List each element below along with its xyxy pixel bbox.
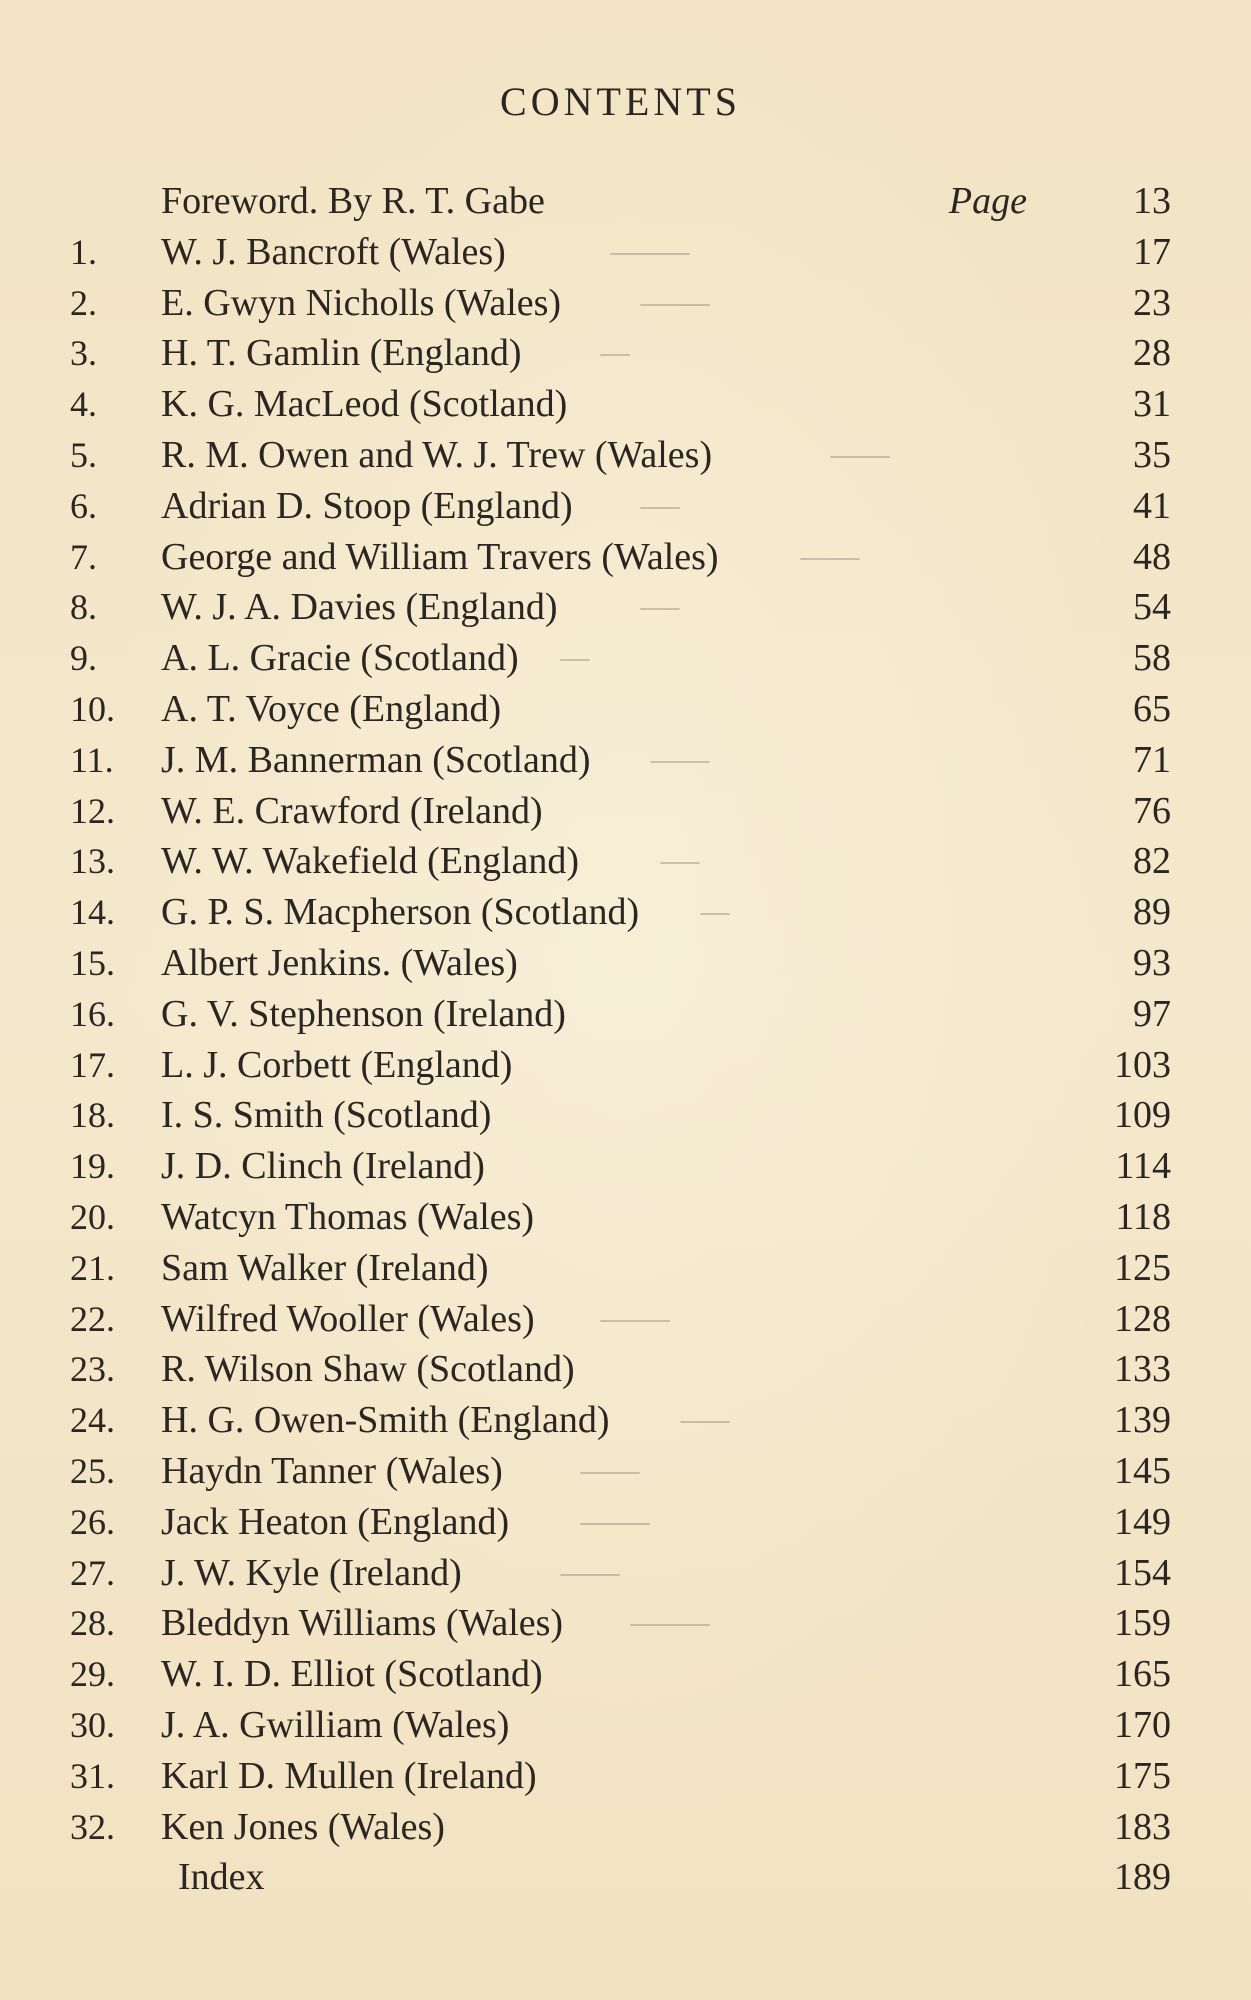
pencil-mark (640, 507, 680, 509)
toc-entry-page: 35 (1133, 434, 1171, 476)
toc-row[interactable] (0, 938, 1251, 988)
pencil-mark (640, 304, 710, 306)
toc-entry-number: 5. (70, 435, 97, 475)
pencil-mark (560, 1574, 620, 1576)
toc-entry-page: 76 (1133, 789, 1171, 832)
pencil-mark (800, 558, 860, 560)
toc-row[interactable] (0, 1751, 1251, 1801)
toc-entry-number: 2. (70, 282, 97, 323)
toc-entry-page: 23 (1133, 281, 1171, 324)
toc-row[interactable] (0, 1700, 1251, 1750)
toc-entry-page: 183 (1114, 1805, 1171, 1848)
pencil-mark (650, 761, 710, 763)
page-title (0, 78, 1251, 125)
toc-row[interactable] (0, 379, 1251, 429)
toc-entry-page: 13 (1133, 180, 1171, 222)
toc-entry-page: 165 (1114, 1653, 1171, 1696)
toc-row[interactable] (0, 430, 1251, 480)
toc-entry-title: E. Gwyn Nicholls (Wales) (161, 281, 562, 324)
toc-entry-title: Adrian D. Stoop (England) (161, 484, 573, 527)
toc-entry-title: W. J. A. Davies (England) (161, 586, 558, 629)
toc-entry-title: W. I. D. Elliot (Scotland) (161, 1653, 543, 1696)
toc-entry-number: 31. (70, 1755, 115, 1796)
toc-entry-number: 22. (70, 1298, 115, 1339)
toc-entry-page: 125 (1114, 1246, 1171, 1289)
pencil-mark (560, 659, 590, 661)
toc-entry-title: J. A. Gwilliam (Wales) (161, 1704, 510, 1746)
toc-row[interactable] (0, 227, 1251, 277)
toc-entry-title: Index (178, 1856, 265, 1899)
toc-row[interactable] (0, 1497, 1251, 1547)
toc-entry-page: 97 (1133, 992, 1171, 1035)
toc-row[interactable] (0, 887, 1251, 937)
toc-entry-page: 31 (1133, 383, 1171, 426)
toc-entry-title: Sam Walker (Ireland) (161, 1246, 489, 1289)
toc-entry-page: 133 (1114, 1348, 1171, 1391)
toc-entry-number: 19. (70, 1146, 115, 1187)
toc-entry-title: Ken Jones (Wales) (161, 1805, 445, 1848)
toc-entry-title: L. J. Corbett (England) (161, 1043, 513, 1086)
toc-entry-page: 154 (1114, 1551, 1171, 1594)
toc-entry-number: 32. (70, 1806, 115, 1847)
toc-entry-number: 6. (70, 485, 97, 526)
toc-entry-page: 58 (1133, 637, 1171, 680)
toc-row[interactable] (0, 786, 1251, 836)
toc-row[interactable] (0, 989, 1251, 1039)
toc-entry-page: 139 (1114, 1399, 1171, 1442)
toc-entry-number: 13. (70, 841, 115, 882)
toc-entry-title: Bleddyn Williams (Wales) (161, 1602, 564, 1645)
toc-entry-title: J. M. Bannerman (Scotland) (161, 738, 591, 781)
toc-entry-number: 3. (70, 333, 97, 374)
toc-entry-title: R. Wilson Shaw (Scotland) (161, 1348, 575, 1391)
toc-entry-number: 23. (70, 1349, 115, 1390)
toc-row[interactable] (0, 481, 1251, 531)
toc-row[interactable] (0, 328, 1251, 378)
toc-entry-page: 128 (1114, 1297, 1171, 1340)
toc-entry-page: 118 (1115, 1196, 1171, 1238)
toc-entry-number: 8. (70, 587, 97, 628)
toc-entry-number: 18. (70, 1095, 115, 1136)
toc-entry-title: W. W. Wakefield (England) (161, 840, 580, 883)
toc-entry-number: 1. (70, 231, 97, 272)
toc-entry-title: A. T. Voyce (England) (161, 688, 502, 730)
toc-entry-title: George and William Travers (Wales) (161, 535, 719, 578)
toc-entry-title: Jack Heaton (England) (161, 1500, 510, 1543)
toc-entry-page: 71 (1133, 738, 1171, 781)
toc-row[interactable] (0, 582, 1251, 632)
toc-entry-page: 28 (1133, 332, 1171, 375)
toc-entry-page: 54 (1133, 586, 1171, 629)
toc-row[interactable] (0, 1294, 1251, 1344)
contents-heading: CONTENTS (500, 79, 741, 124)
toc-entry-number: 26. (70, 1501, 115, 1542)
toc-entry-title: Wilfred Wooller (Wales) (161, 1297, 535, 1340)
toc-row-index[interactable] (0, 1852, 1251, 1902)
toc-entry-page: 89 (1133, 891, 1171, 934)
toc-row[interactable] (0, 1548, 1251, 1598)
toc-entry-number: 15. (70, 943, 115, 983)
toc-entry-title: Watcyn Thomas (Wales) (161, 1196, 535, 1238)
toc-entry-title: K. G. MacLeod (Scotland) (161, 383, 568, 426)
toc-entry-number: 12. (70, 790, 115, 831)
page-label: Page (948, 180, 1027, 222)
toc-entry-title: J. W. Kyle (Ireland) (161, 1551, 462, 1594)
toc-row[interactable] (0, 278, 1251, 328)
toc-row-foreword[interactable] (0, 176, 1251, 226)
toc-row[interactable] (0, 1141, 1251, 1191)
toc-entry-title: R. M. Owen and W. J. Trew (Wales) (161, 434, 713, 476)
toc-entry-number: 30. (70, 1705, 115, 1745)
toc-entry-title: Haydn Tanner (Wales) (161, 1450, 503, 1492)
pencil-mark (610, 253, 690, 255)
pencil-mark (680, 1421, 730, 1423)
toc-entry-number: 10. (70, 689, 115, 729)
toc-entry-page: 93 (1133, 942, 1171, 984)
toc-row[interactable] (0, 1802, 1251, 1852)
toc-entry-number: 21. (70, 1247, 115, 1288)
toc-row[interactable] (0, 1090, 1251, 1140)
toc-entry-number: 4. (70, 384, 97, 425)
toc-entry-number: 16. (70, 993, 115, 1034)
toc-row[interactable] (0, 1192, 1251, 1242)
toc-entry-number: 14. (70, 892, 115, 933)
toc-entry-number: 11. (70, 739, 114, 780)
toc-row[interactable] (0, 1040, 1251, 1090)
toc-entry-title: G. V. Stephenson (Ireland) (161, 992, 566, 1035)
toc-entry-title: Karl D. Mullen (Ireland) (161, 1754, 537, 1797)
toc-row[interactable] (0, 1243, 1251, 1293)
toc-entry-page: 41 (1133, 484, 1171, 527)
toc-row[interactable] (0, 1344, 1251, 1394)
toc-entry-title: Foreword. By R. T. Gabe (161, 180, 545, 222)
toc-entry-title: A. L. Gracie (Scotland) (161, 637, 519, 680)
toc-entry-page: 82 (1133, 840, 1171, 883)
toc-entry-title: Albert Jenkins. (Wales) (161, 942, 518, 984)
toc-row[interactable] (0, 633, 1251, 683)
toc-row[interactable] (0, 1649, 1251, 1699)
toc-entry-page: 189 (1114, 1856, 1171, 1899)
toc-row[interactable] (0, 684, 1251, 734)
toc-entry-number: 29. (70, 1654, 115, 1695)
toc-entry-title: G. P. S. Macpherson (Scotland) (161, 891, 640, 934)
toc-entry-number: 25. (70, 1451, 115, 1491)
toc-row[interactable] (0, 532, 1251, 582)
toc-entry-title: H. T. Gamlin (England) (161, 332, 522, 375)
toc-row[interactable] (0, 836, 1251, 886)
pencil-mark (830, 456, 890, 458)
toc-entry-title: J. D. Clinch (Ireland) (161, 1145, 485, 1188)
toc-entry-number: 28. (70, 1603, 115, 1644)
toc-entry-page: 109 (1114, 1094, 1171, 1137)
toc-entry-page: 149 (1114, 1500, 1171, 1543)
toc-entry-page: 145 (1114, 1450, 1171, 1492)
toc-entry-page: 175 (1114, 1754, 1171, 1797)
toc-row[interactable] (0, 1395, 1251, 1445)
toc-entry-page: 170 (1114, 1704, 1171, 1746)
toc-row[interactable] (0, 1598, 1251, 1648)
toc-entry-page: 103 (1114, 1043, 1171, 1086)
toc-entry-number: 24. (70, 1400, 115, 1441)
toc-entry-number: 17. (70, 1044, 115, 1085)
toc-row[interactable] (0, 735, 1251, 785)
toc-entry-page: 48 (1133, 535, 1171, 578)
toc-entry-page: 17 (1133, 230, 1171, 273)
toc-entry-number: 7. (70, 536, 97, 577)
toc-entry-page: 159 (1114, 1602, 1171, 1645)
pencil-mark (700, 913, 730, 915)
toc-entry-number: 9. (70, 638, 97, 679)
toc-entry-title: W. E. Crawford (Ireland) (161, 789, 543, 832)
toc-entry-page: 114 (1115, 1145, 1171, 1188)
pencil-mark (600, 1320, 670, 1322)
toc-row[interactable] (0, 1446, 1251, 1496)
toc-entry-page: 65 (1133, 688, 1171, 730)
toc-entry-title: W. J. Bancroft (Wales) (161, 230, 506, 273)
toc-entry-title: H. G. Owen-Smith (England) (161, 1399, 610, 1442)
pencil-mark (580, 1472, 640, 1474)
pencil-mark (580, 1523, 650, 1525)
toc-entry-number: 27. (70, 1552, 115, 1593)
toc-entry-title: I. S. Smith (Scotland) (161, 1094, 492, 1137)
toc-entry-number: 20. (70, 1197, 115, 1237)
